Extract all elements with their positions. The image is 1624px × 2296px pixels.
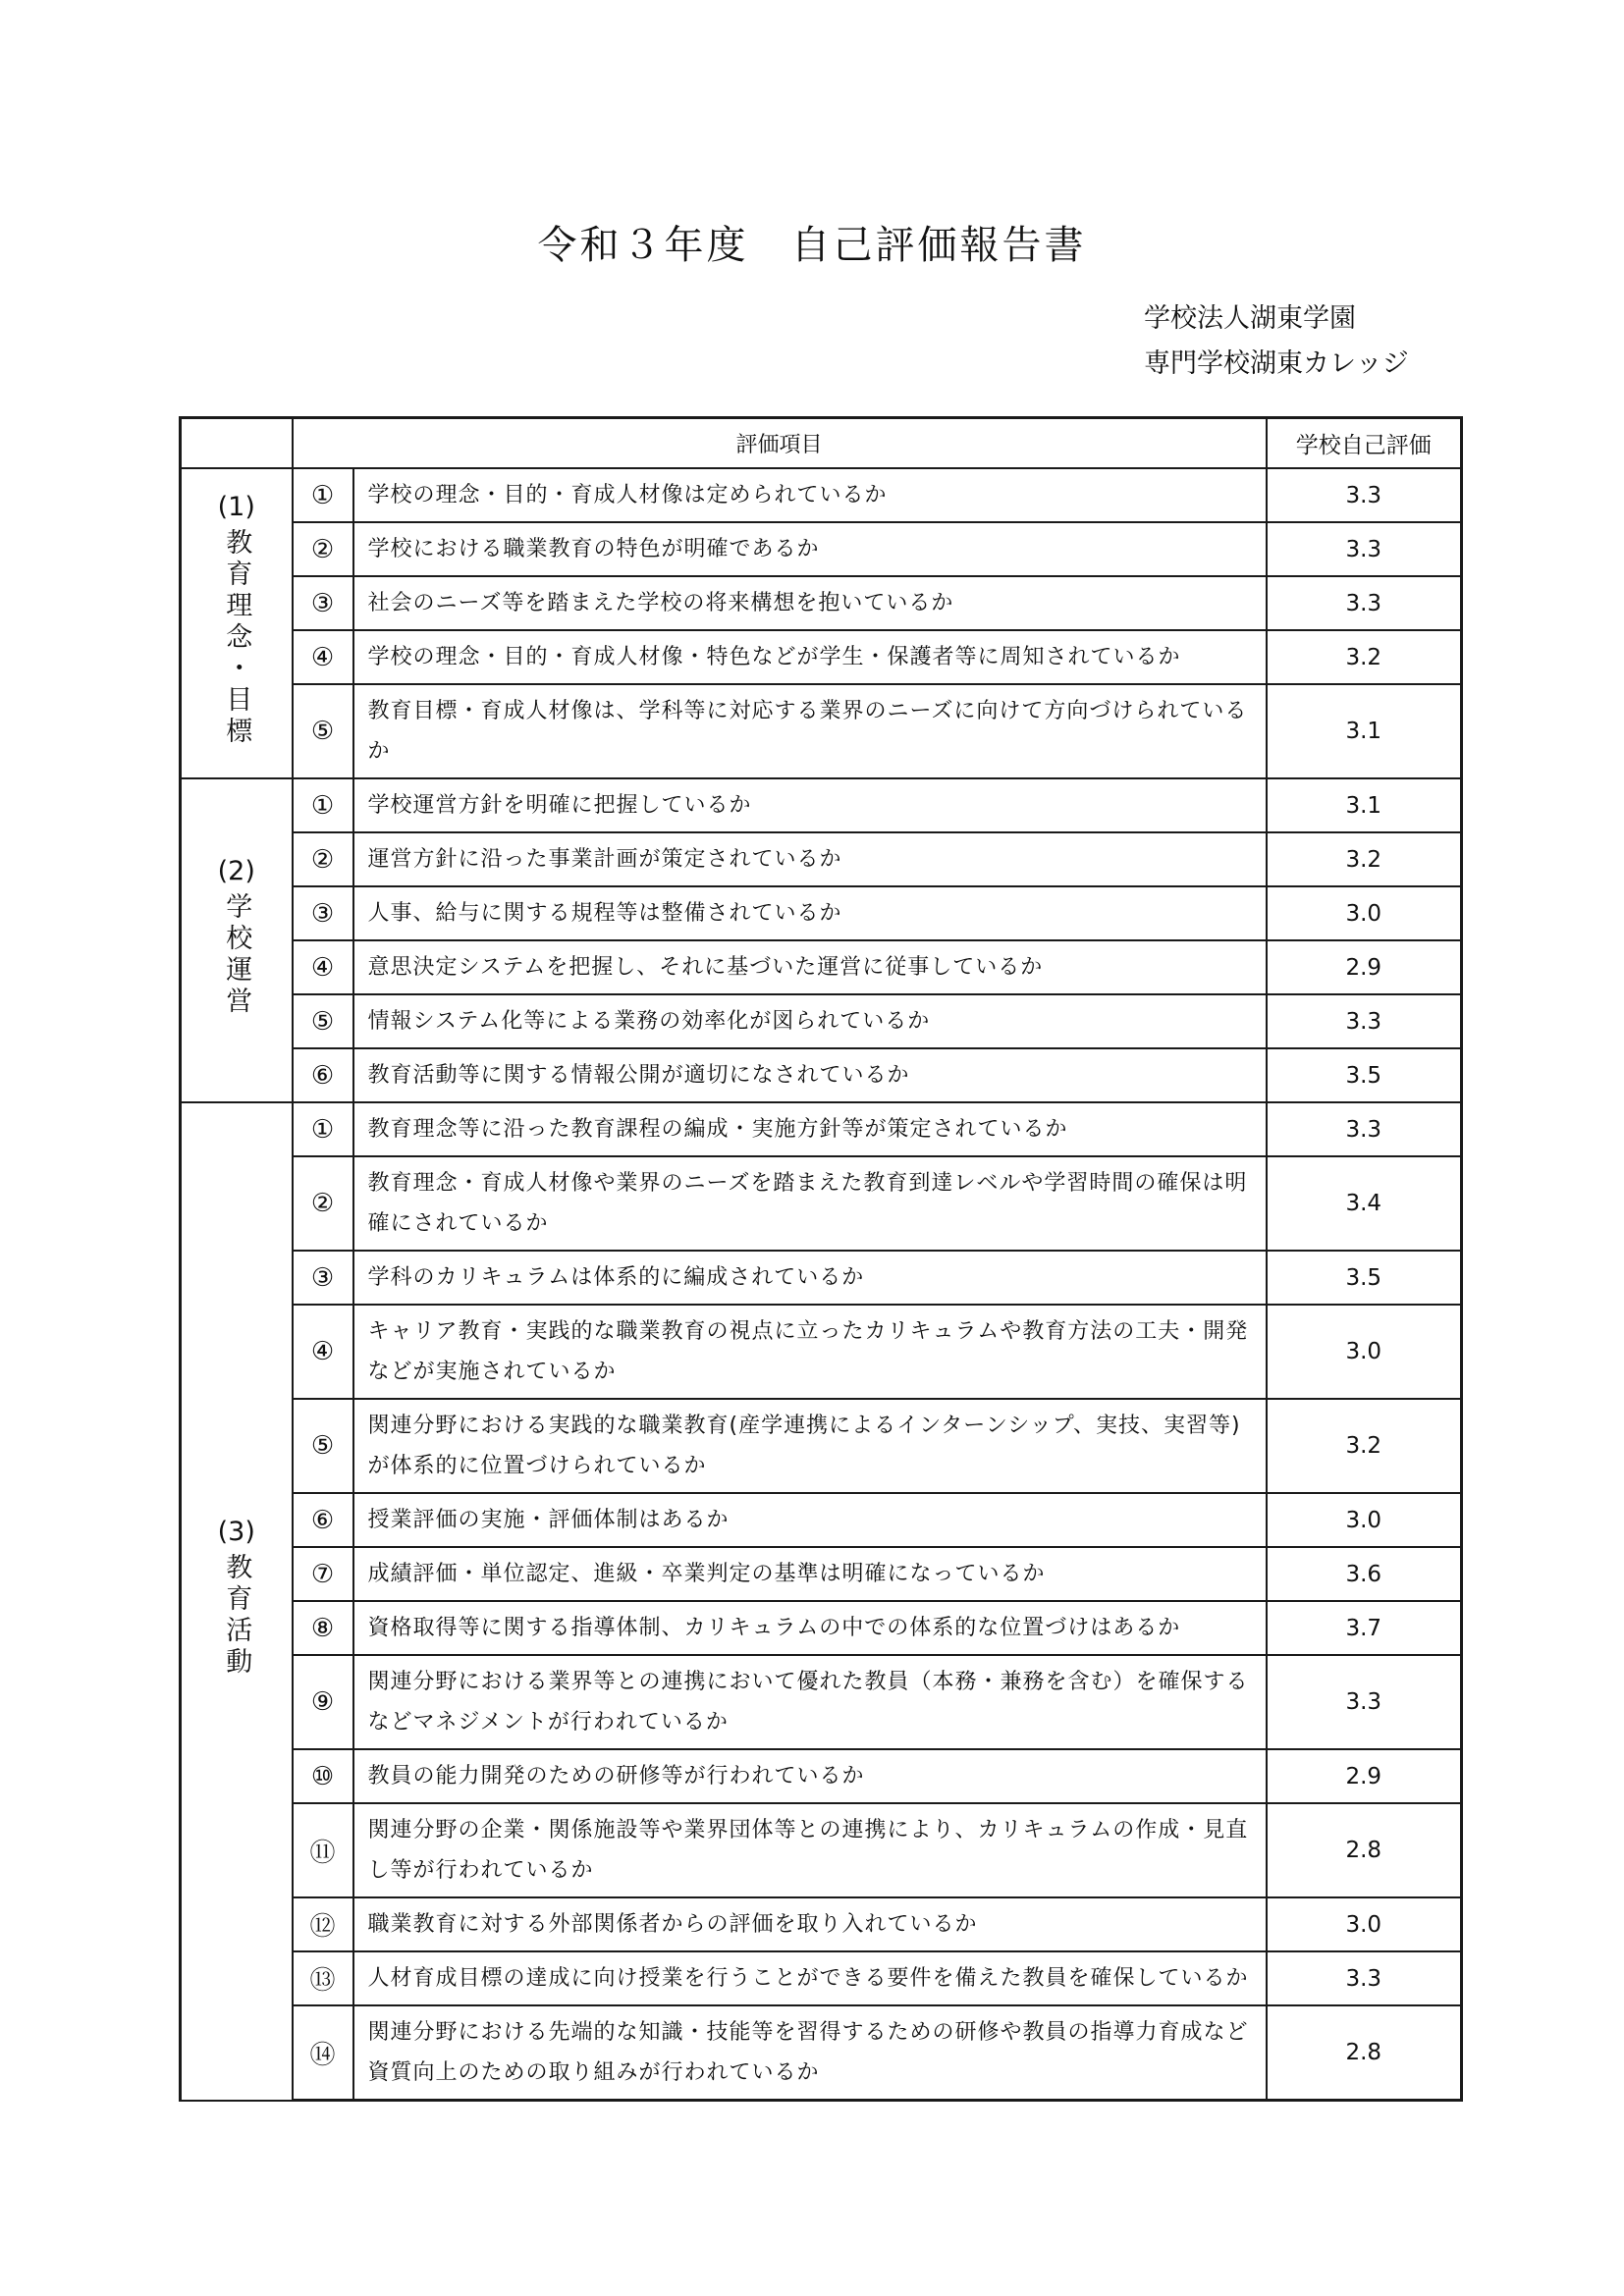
evaluation-item-text: 学校における職業教育の特色が明確であるか: [353, 522, 1267, 576]
evaluation-item-text: 社会のニーズ等を踏まえた学校の将来構想を抱いているか: [353, 576, 1267, 630]
evaluation-item-text: 運営方針に沿った事業計画が策定されているか: [353, 832, 1267, 886]
evaluation-item-text: 学校の理念・目的・育成人材像・特色などが学生・保護者等に周知されているか: [353, 630, 1267, 684]
table-row: [181, 1102, 1462, 1156]
item-number: ②: [293, 832, 353, 886]
evaluation-item-text: 情報システム化等による業務の効率化が図られているか: [353, 994, 1267, 1048]
evaluation-item-text: 授業評価の実施・評価体制はあるか: [353, 1493, 1267, 1547]
self-evaluation-score: 3.5: [1267, 1048, 1462, 1102]
category-cell: [181, 468, 293, 778]
item-number: ③: [293, 886, 353, 940]
self-evaluation-score: 2.8: [1267, 1803, 1462, 1897]
item-number: ⑤: [293, 684, 353, 778]
category-number: (1): [217, 492, 255, 522]
table-row: [181, 832, 1462, 886]
evaluation-item-text: 学校の理念・目的・育成人材像は定められているか: [353, 468, 1267, 522]
evaluation-item-text: 関連分野における業界等との連携において優れた教員（本務・兼務を含む）を確保するなどマネジメントが行われているか: [353, 1655, 1267, 1749]
item-number: ⑤: [293, 994, 353, 1048]
self-evaluation-score: 3.5: [1267, 1251, 1462, 1305]
evaluation-item-text: 教員の能力開発のための研修等が行われているか: [353, 1749, 1267, 1803]
table-row: [181, 1305, 1462, 1399]
self-evaluation-score: 2.8: [1267, 2005, 1462, 2101]
self-evaluation-score: 3.3: [1267, 1655, 1462, 1749]
self-evaluation-score: 3.3: [1267, 1102, 1462, 1156]
table-row: [181, 2005, 1462, 2101]
evaluation-item-text: 学科のカリキュラムは体系的に編成されているか: [353, 1251, 1267, 1305]
table-row: [181, 1803, 1462, 1897]
table-row: [181, 1156, 1462, 1251]
evaluation-item-text: 人事、給与に関する規程等は整備されているか: [353, 886, 1267, 940]
item-number: ③: [293, 1251, 353, 1305]
self-evaluation-score: 3.0: [1267, 886, 1462, 940]
self-evaluation-score: 3.2: [1267, 630, 1462, 684]
item-number: ④: [293, 1305, 353, 1399]
evaluation-item-text: 学校運営方針を明確に把握しているか: [353, 778, 1267, 832]
item-number: ⑤: [293, 1399, 353, 1493]
self-evaluation-score: 3.1: [1267, 778, 1462, 832]
self-evaluation-score: 2.9: [1267, 1749, 1462, 1803]
table-row: [181, 1655, 1462, 1749]
self-evaluation-score: 3.3: [1267, 522, 1462, 576]
table-row: [181, 1048, 1462, 1102]
evaluation-item-text: キャリア教育・実践的な職業教育の視点に立ったカリキュラムや教育方法の工夫・開発などが実施されているか: [353, 1305, 1267, 1399]
item-number: ②: [293, 522, 353, 576]
item-number: ④: [293, 940, 353, 994]
evaluation-item-text: 人材育成目標の達成に向け授業を行うことができる要件を備えた教員を確保しているか: [353, 1951, 1267, 2005]
table-row: [181, 778, 1462, 832]
category-name: 学校運営: [221, 892, 252, 1018]
header-self-evaluation: 学校自己評価: [1267, 418, 1462, 469]
self-evaluation-score: 3.0: [1267, 1897, 1462, 1951]
self-evaluation-score: 3.3: [1267, 1951, 1462, 2005]
category-cell: [181, 778, 293, 1102]
item-number: ①: [293, 1102, 353, 1156]
evaluation-item-text: 関連分野における先端的な知識・技能等を習得するための研修や教員の指導力育成など資質向上のための取り組みが行われているか: [353, 2005, 1267, 2101]
item-number: ⑬: [293, 1951, 353, 2005]
table-row: [181, 1547, 1462, 1601]
item-number: ②: [293, 1156, 353, 1251]
header-blank-cell: [181, 418, 293, 469]
category-number: (2): [217, 856, 255, 886]
self-evaluation-score: 3.2: [1267, 832, 1462, 886]
self-evaluation-score: 3.3: [1267, 576, 1462, 630]
item-number: ⑭: [293, 2005, 353, 2101]
evaluation-item-text: 教育活動等に関する情報公開が適切になされているか: [353, 1048, 1267, 1102]
evaluation-item-text: 関連分野における実践的な職業教育(産学連携によるインターンシップ、実技、実習等)が体系的に位置づけられているか: [353, 1399, 1267, 1493]
category-cell: [181, 1102, 293, 2101]
item-number: ⑥: [293, 1493, 353, 1547]
self-evaluation-score: 3.6: [1267, 1547, 1462, 1601]
table-row: [181, 1493, 1462, 1547]
table-row: [181, 1601, 1462, 1655]
item-number: ④: [293, 630, 353, 684]
table-row: [181, 1399, 1462, 1493]
item-number: ⑧: [293, 1601, 353, 1655]
item-number: ③: [293, 576, 353, 630]
self-evaluation-score: 3.4: [1267, 1156, 1462, 1251]
table-row: [181, 576, 1462, 630]
category-name: 教育理念・目標: [221, 528, 252, 748]
organization-name: 学校法人湖東学園: [1144, 303, 1356, 334]
table-row: [181, 1749, 1462, 1803]
category-number: (3): [217, 1517, 255, 1548]
table-row: [181, 1951, 1462, 2005]
self-evaluation-score: 2.9: [1267, 940, 1462, 994]
self-evaluation-score: 3.0: [1267, 1493, 1462, 1547]
self-evaluation-score: 3.3: [1267, 994, 1462, 1048]
item-number: ⑫: [293, 1897, 353, 1951]
page-title: 令和３年度 自己評価報告書: [537, 223, 1087, 268]
table-row: [181, 684, 1462, 778]
table-row: [181, 940, 1462, 994]
evaluation-item-text: 資格取得等に関する指導体制、カリキュラムの中での体系的な位置づけはあるか: [353, 1601, 1267, 1655]
school-name: 専門学校湖東カレッジ: [1144, 348, 1409, 379]
table-row: [181, 994, 1462, 1048]
item-number: ⑩: [293, 1749, 353, 1803]
organization-block: [1144, 296, 1409, 387]
evaluation-table: [179, 416, 1463, 2102]
self-evaluation-score: 3.7: [1267, 1601, 1462, 1655]
table-row: [181, 1251, 1462, 1305]
item-number: ⑥: [293, 1048, 353, 1102]
self-evaluation-score: 3.3: [1267, 468, 1462, 522]
item-number: ⑨: [293, 1655, 353, 1749]
table-row: [181, 468, 1462, 522]
evaluation-item-text: 成績評価・単位認定、進級・卒業判定の基準は明確になっているか: [353, 1547, 1267, 1601]
table-row: [181, 522, 1462, 576]
evaluation-item-text: 教育目標・育成人材像は、学科等に対応する業界のニーズに向けて方向づけられているか: [353, 684, 1267, 778]
item-number: ⑪: [293, 1803, 353, 1897]
self-evaluation-score: 3.0: [1267, 1305, 1462, 1399]
self-evaluation-score: 3.2: [1267, 1399, 1462, 1493]
header-evaluation-item: 評価項目: [293, 418, 1267, 469]
table-body: [181, 468, 1462, 2101]
table-row: [181, 630, 1462, 684]
table-row: [181, 1897, 1462, 1951]
evaluation-item-text: 教育理念・育成人材像や業界のニーズを踏まえた教育到達レベルや学習時間の確保は明確にされているか: [353, 1156, 1267, 1251]
item-number: ①: [293, 778, 353, 832]
evaluation-item-text: 意思決定システムを把握し、それに基づいた運営に従事しているか: [353, 940, 1267, 994]
evaluation-item-text: 職業教育に対する外部関係者からの評価を取り入れているか: [353, 1897, 1267, 1951]
category-name: 教育活動: [221, 1553, 252, 1680]
item-number: ①: [293, 468, 353, 522]
self-evaluation-score: 3.1: [1267, 684, 1462, 778]
table-row: [181, 886, 1462, 940]
table-header-row: [181, 418, 1462, 469]
item-number: ⑦: [293, 1547, 353, 1601]
evaluation-item-text: 関連分野の企業・関係施設等や業界団体等との連携により、カリキュラムの作成・見直し等が行われているか: [353, 1803, 1267, 1897]
evaluation-item-text: 教育理念等に沿った教育課程の編成・実施方針等が策定されているか: [353, 1102, 1267, 1156]
